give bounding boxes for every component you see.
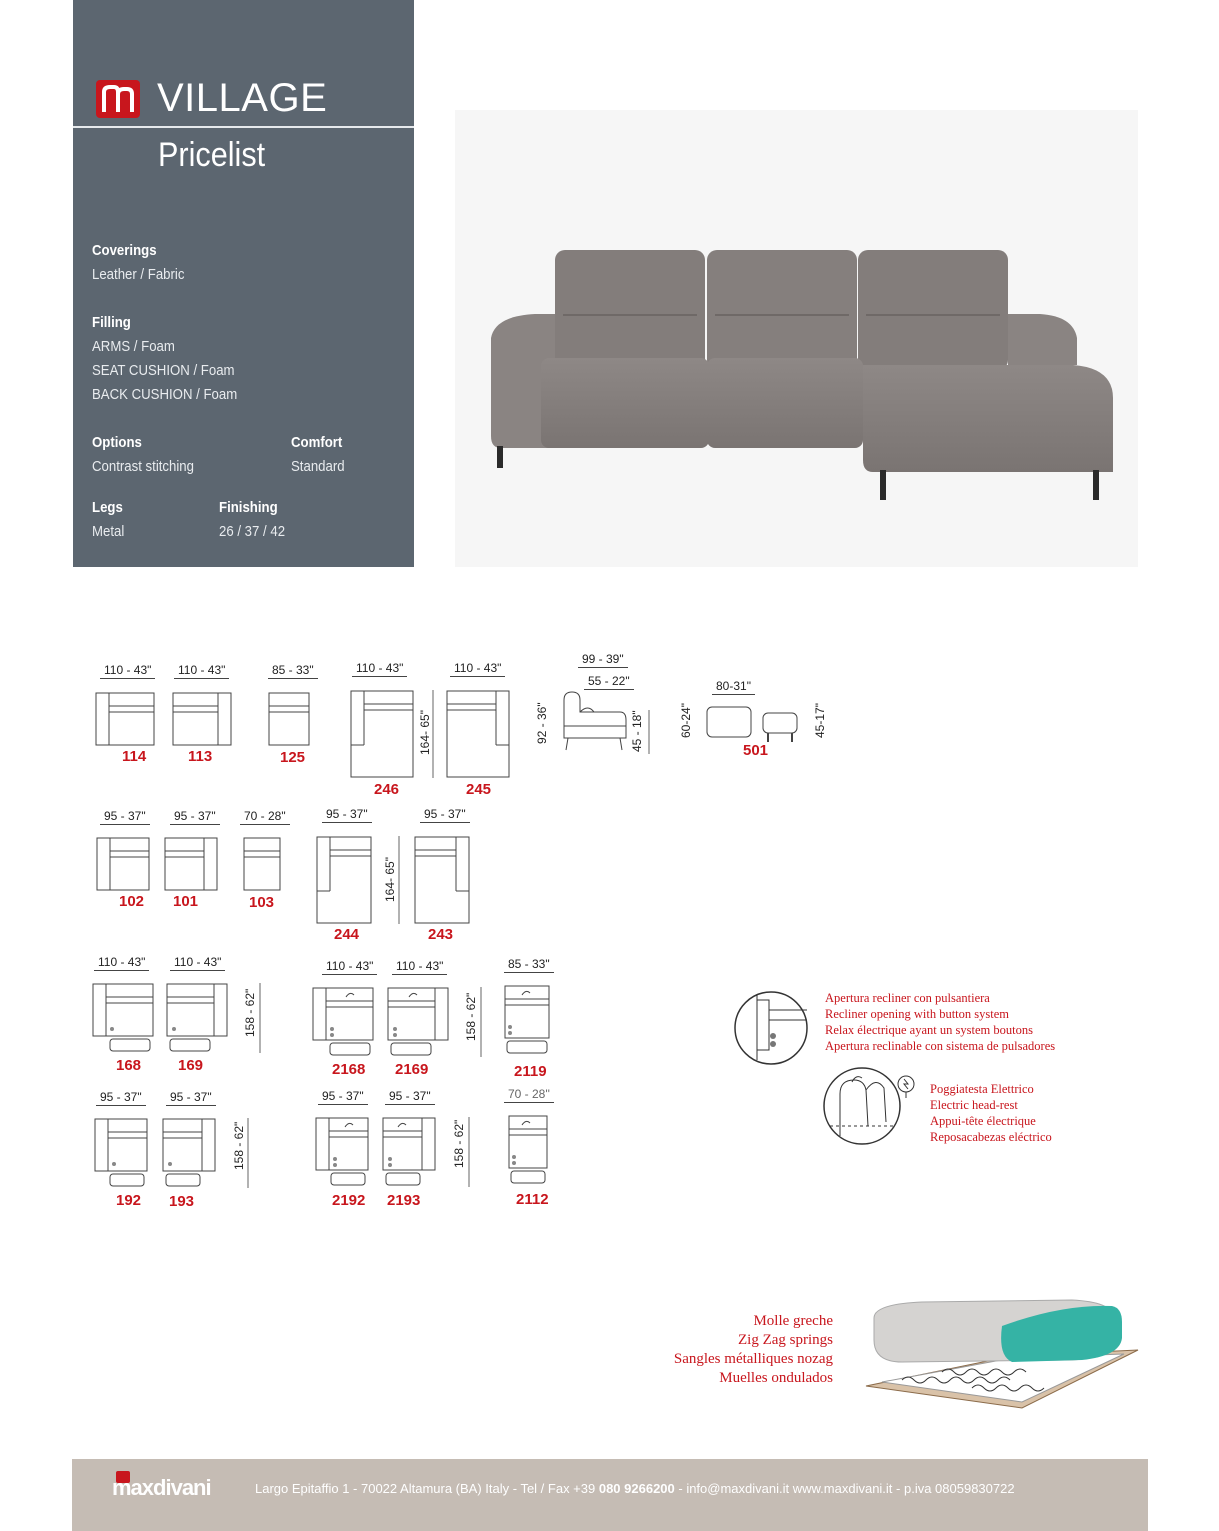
- recliner-diagram: [92, 983, 154, 1055]
- dim-label: 95 - 37": [166, 1090, 216, 1104]
- model-code: 2193: [387, 1192, 421, 1209]
- coverings-value: Leather / Fabric: [92, 266, 185, 283]
- options-value: Contrast stitching: [92, 458, 194, 475]
- side-view-diagram: [558, 690, 628, 754]
- finishing-value: 26 / 37 / 42: [219, 523, 286, 540]
- zigzag-springs-image: [862, 1296, 1142, 1414]
- headrest-legend-es: Reposacabezas eléctrico: [930, 1130, 1052, 1144]
- electric-recliner-diagram: [312, 987, 374, 1059]
- recliner-diagram: [94, 1118, 148, 1190]
- dim-label: 85 - 33": [504, 957, 554, 971]
- title-divider: [73, 126, 414, 128]
- dim-label: 95 - 37": [420, 807, 470, 821]
- dim-label: 110 - 43": [174, 663, 229, 677]
- options-label: Options: [92, 434, 142, 451]
- headrest-legend-it: Poggiatesta Elettrico: [930, 1082, 1034, 1096]
- dim-label: 110 - 43": [100, 663, 155, 677]
- dim-label: 80-31": [712, 679, 755, 693]
- recliner-legend-en: Recliner opening with button system: [825, 1007, 1010, 1021]
- legs-label: Legs: [92, 499, 123, 516]
- springs-legend-en: Zig Zag springs: [738, 1332, 833, 1348]
- collection-title: VILLAGE: [157, 76, 328, 120]
- module-diagram: [243, 837, 281, 891]
- comfort-value: Standard: [291, 458, 345, 475]
- dim-label: 95 - 37": [385, 1089, 435, 1103]
- recliner-legend-it: Apertura recliner con pulsantiera: [825, 991, 990, 1005]
- depth-label: 164- 65": [383, 857, 397, 902]
- recliner-diagram: [166, 983, 228, 1055]
- filling-label: Filling: [92, 314, 131, 331]
- dim-label: 110 - 43": [392, 959, 447, 973]
- module-diagram: [95, 692, 155, 746]
- dim-label: 70 - 28'': [504, 1087, 554, 1101]
- model-code: 501: [743, 742, 769, 759]
- dim-label: 110 - 43": [450, 661, 505, 675]
- brand-logo: [96, 80, 140, 123]
- module-diagram: [96, 837, 150, 891]
- spec-sidebar: [73, 0, 414, 567]
- model-code: 245: [466, 781, 492, 798]
- electric-recliner-diagram: [315, 1117, 369, 1189]
- sofa-photo: [455, 110, 1138, 567]
- footer-bar: [72, 1459, 1148, 1531]
- depth-label: 158 - 62": [452, 1119, 466, 1168]
- electric-headrest-icon: [822, 1066, 918, 1148]
- footer-contact: Largo Epitaffio 1 - 70022 Altamura (BA) Italy - Tel / Fax +39 080 9266200 - info@maxdivani.it www.maxdivani.it - p.iva 08059830722: [255, 1481, 1015, 1496]
- model-code: 193: [169, 1193, 195, 1210]
- model-code: 169: [178, 1057, 204, 1074]
- chaise-diagram: [446, 690, 510, 778]
- springs-legend-it: Molle greche: [753, 1313, 833, 1329]
- recliner-legend-es: Apertura reclinable con sistema de pulsadores: [825, 1039, 1056, 1053]
- recliner-closeup-icon: [733, 990, 809, 1066]
- springs-legend-fr: Sangles métalliques nozag: [673, 1351, 833, 1367]
- dim-label: 95 - 37": [96, 1090, 146, 1104]
- model-code: 113: [188, 748, 213, 765]
- chaise-diagram: [350, 690, 414, 778]
- dimension-line: [479, 987, 483, 1057]
- module-diagram: [268, 692, 310, 746]
- dim-label: 95 - 37": [318, 1089, 368, 1103]
- dim-label: 110 - 43": [352, 661, 407, 675]
- dimension-line: [647, 710, 651, 754]
- legs-value: Metal: [92, 523, 125, 540]
- dim-label: 110 - 43": [170, 955, 225, 969]
- module-diagram: [164, 837, 218, 891]
- dimension-line: [397, 836, 401, 924]
- model-code: 125: [280, 749, 306, 766]
- depth-label: 158 - 62": [243, 988, 257, 1037]
- electric-recliner-diagram: [387, 987, 449, 1059]
- model-code: 168: [116, 1057, 142, 1074]
- footer-phone: 080 9266200: [598, 1481, 675, 1496]
- chaise-diagram: [414, 836, 470, 924]
- dim-label: 99 - 39": [578, 652, 628, 666]
- model-code: 243: [428, 926, 454, 943]
- height-label: 92 - 36": [535, 702, 549, 744]
- pouf-depth-label: 60-24": [679, 703, 693, 738]
- seat-height-label: 45 - 18": [630, 710, 644, 752]
- footer-logo: maxdivani: [112, 1475, 211, 1500]
- dim-label: 70 - 28": [240, 809, 290, 823]
- pouf-side-diagram: [762, 712, 798, 744]
- model-code: 244: [334, 926, 360, 943]
- depth-label: 158 - 62": [232, 1121, 246, 1170]
- electric-recliner-diagram: [504, 985, 550, 1057]
- dimension-line: [258, 983, 262, 1053]
- model-code: 102: [119, 893, 145, 910]
- springs-legend-es: Muelles ondulados: [719, 1370, 833, 1386]
- pouf-height-label: 45-17": [813, 703, 827, 738]
- model-code: 192: [116, 1192, 142, 1209]
- finishing-label: Finishing: [219, 499, 278, 516]
- filling-back: BACK CUSHION / Foam: [92, 386, 238, 403]
- model-code: 246: [374, 781, 400, 798]
- dim-label: 110 - 43": [94, 955, 149, 969]
- filling-arms: ARMS / Foam: [92, 338, 175, 355]
- module-diagram: [172, 692, 232, 746]
- model-code: 101: [173, 893, 199, 910]
- model-code: 2192: [332, 1192, 366, 1209]
- headrest-legend-en: Electric head-rest: [930, 1098, 1018, 1112]
- dim-label: 110 - 43": [322, 959, 377, 973]
- dimension-line: [246, 1118, 250, 1188]
- dim-label: 95 - 37": [100, 809, 150, 823]
- page-subtitle: Pricelist: [158, 136, 266, 174]
- pouf-top-diagram: [706, 706, 752, 738]
- model-code: 2169: [395, 1061, 429, 1078]
- dimension-line: [431, 690, 435, 778]
- model-code: 2168: [332, 1061, 366, 1078]
- electric-recliner-diagram: [508, 1115, 548, 1187]
- recliner-legend-fr: Relax électrique ayant un system boutons: [825, 1023, 1033, 1037]
- comfort-label: Comfort: [291, 434, 343, 451]
- model-code: 2119: [514, 1063, 547, 1080]
- dim-label: 85 - 33": [268, 663, 318, 677]
- headrest-legend-fr: Appui-tête électrique: [930, 1114, 1036, 1128]
- dim-label: 95 - 37": [170, 809, 220, 823]
- depth-label: 164- 65": [418, 710, 432, 755]
- chaise-diagram: [316, 836, 372, 924]
- depth-label: 158 - 62": [464, 992, 478, 1041]
- model-code: 2112: [516, 1191, 549, 1208]
- dimension-line: [467, 1117, 471, 1187]
- model-code: 114: [122, 748, 147, 765]
- dim-label: 55 - 22": [584, 674, 634, 688]
- dim-label: 95 - 37": [322, 807, 372, 821]
- model-code: 103: [249, 894, 275, 911]
- filling-seat: SEAT CUSHION / Foam: [92, 362, 235, 379]
- recliner-diagram: [162, 1118, 216, 1190]
- electric-recliner-diagram: [382, 1117, 436, 1189]
- coverings-label: Coverings: [92, 242, 157, 259]
